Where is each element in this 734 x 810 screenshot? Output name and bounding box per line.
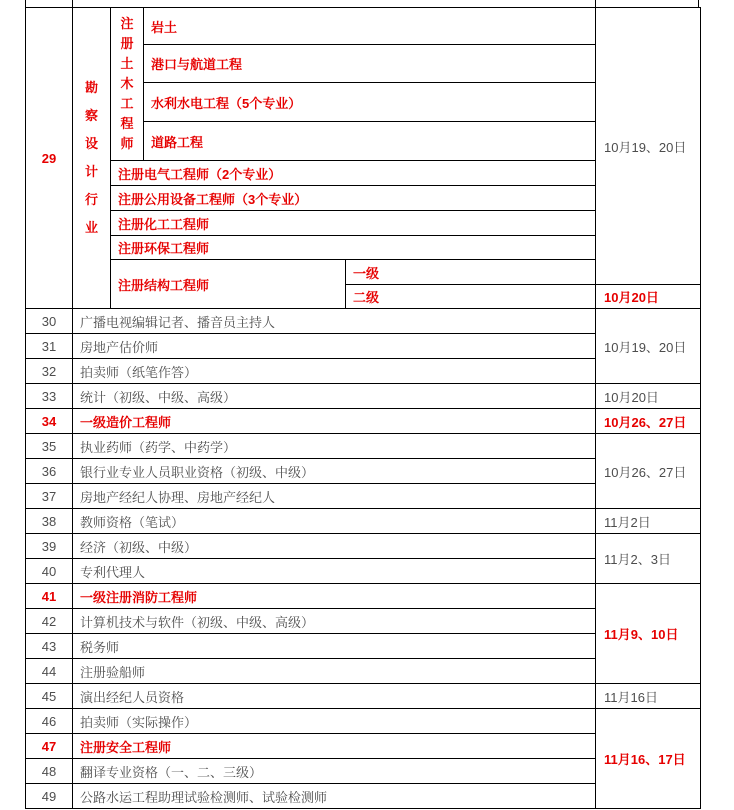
table-row [26,709,701,734]
row-number: 41 [26,584,73,609]
row-number: 33 [26,384,73,409]
date-cell: 11月9、10日 [596,584,701,684]
grid-line [698,0,699,7]
exam-name: 道路工程 [144,122,596,161]
row-number: 30 [26,309,73,334]
row-number: 31 [26,334,73,359]
row-number: 49 [26,784,73,809]
table-row [26,684,701,709]
exam-name: 拍卖师（实际操作） [73,709,596,734]
exam-name: 注册验船师 [73,659,596,684]
date-cell: 11月2日 [596,509,701,534]
exam-schedule-table [25,7,701,809]
date-cell: 10月20日 [596,384,701,409]
row-number: 34 [26,409,73,434]
row-number: 48 [26,759,73,784]
exam-name: 广播电视编辑记者、播音员主持人 [73,309,596,334]
exam-name: 港口与航道工程 [144,45,596,83]
table-row [26,534,701,559]
row-number: 43 [26,634,73,659]
exam-name: 注册公用设备工程师（3个专业） [111,186,596,211]
date-cell: 10月26、27日 [596,409,701,434]
row-number: 37 [26,484,73,509]
date-cell: 11月2、3日 [596,534,701,584]
exam-name: 计算机技术与软件（初级、中级、高级） [73,609,596,634]
date-cell: 10月19、20日 [596,309,701,384]
date-cell: 10月26、27日 [596,434,701,509]
table-row [26,8,701,45]
grid-line [72,0,73,7]
civil-engineer-cell [111,8,144,161]
grid-line [595,0,596,7]
row-number: 47 [26,734,73,759]
table-row [26,509,701,534]
exam-name: 一级注册消防工程师 [73,584,596,609]
row-number: 45 [26,684,73,709]
exam-name: 拍卖师（纸笔作答） [73,359,596,384]
exam-name: 注册化工工程师 [111,211,596,236]
table-row [26,309,701,334]
exam-name: 执业药师（药学、中药学） [73,434,596,459]
row-number: 32 [26,359,73,384]
grid-line [25,0,26,7]
exam-name: 注册电气工程师（2个专业） [111,161,596,186]
exam-name: 翻译专业资格（一、二、三级） [73,759,596,784]
exam-name: 一级造价工程师 [73,409,596,434]
exam-name: 税务师 [73,634,596,659]
category-cell [73,8,111,309]
level-cell: 二级 [346,285,596,309]
row-number: 39 [26,534,73,559]
table-row [26,384,701,409]
row-number: 38 [26,509,73,534]
exam-name: 房地产经纪人协理、房地产经纪人 [73,484,596,509]
civil-engineer-label: 注册土木工程师 [120,16,134,151]
row-number: 35 [26,434,73,459]
table-row [26,584,701,609]
exam-name: 教师资格（笔试） [73,509,596,534]
category-label: 勘察设计行业 [84,80,98,235]
exam-name: 注册结构工程师 [111,260,346,309]
exam-name: 演出经纪人员资格 [73,684,596,709]
row-number: 29 [26,8,73,309]
date-cell: 10月19、20日 [596,8,701,285]
table-row [26,409,701,434]
exam-name: 公路水运工程助理试验检测师、试验检测师 [73,784,596,809]
row-number: 42 [26,609,73,634]
date-cell: 11月16、17日 [596,709,701,809]
exam-name: 注册环保工程师 [111,236,596,260]
table-row [26,434,701,459]
exam-name: 银行业专业人员职业资格（初级、中级） [73,459,596,484]
date-cell: 11月16日 [596,684,701,709]
exam-name: 统计（初级、中级、高级） [73,384,596,409]
row-number: 40 [26,559,73,584]
row-number: 36 [26,459,73,484]
exam-name: 专利代理人 [73,559,596,584]
exam-name: 水利水电工程（5个专业） [144,83,596,122]
exam-name: 房地产估价师 [73,334,596,359]
exam-name: 经济（初级、中级） [73,534,596,559]
date-cell: 10月20日 [596,285,701,309]
row-number: 46 [26,709,73,734]
exam-name: 注册安全工程师 [73,734,596,759]
row-number: 44 [26,659,73,684]
previous-row-edge [0,0,734,7]
exam-name: 岩土 [144,8,596,45]
level-cell: 一级 [346,260,596,285]
